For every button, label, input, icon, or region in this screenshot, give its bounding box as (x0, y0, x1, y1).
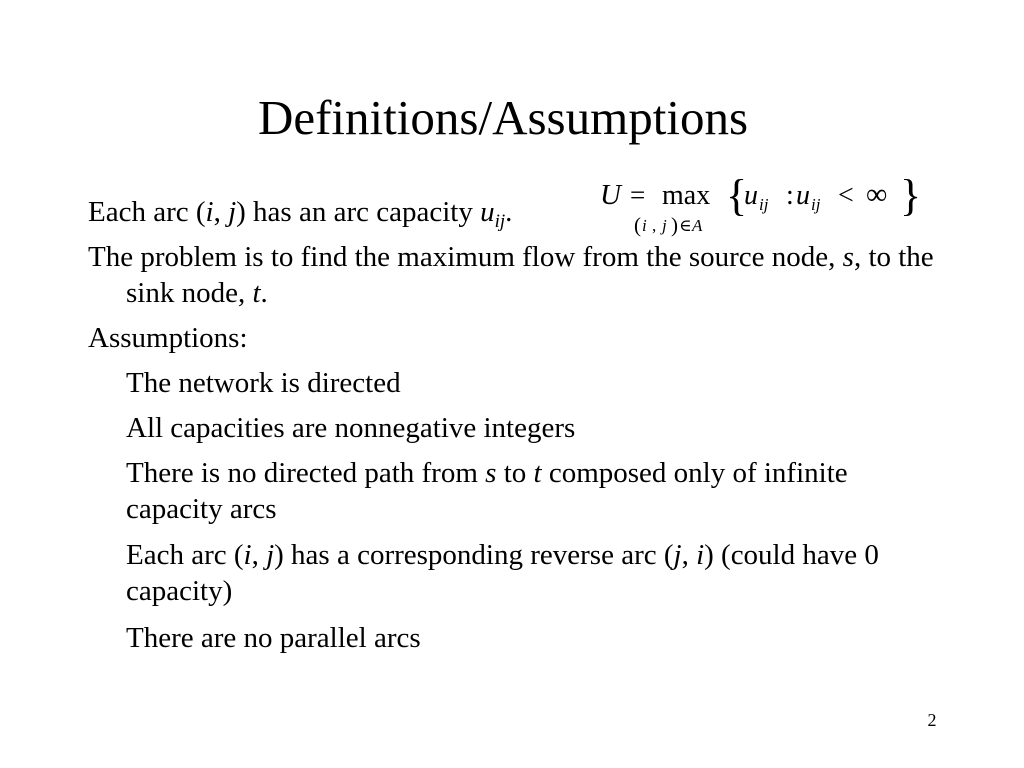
max-capacity-formula (596, 171, 926, 246)
formula-sub-A: A (692, 216, 703, 235)
formula-sub-j: j (662, 216, 667, 235)
formula-colon: : (786, 180, 794, 211)
assumption-reverse-arc (126, 537, 926, 609)
assumption-directed: The network is directed (126, 367, 401, 399)
var-t: t (533, 457, 542, 489)
text: ) has an arc capacity (236, 196, 481, 228)
var-j: j (228, 196, 237, 228)
var-u: u (480, 196, 495, 228)
problem-statement (88, 239, 976, 311)
formula-infinity: ∞ (866, 178, 888, 211)
var-i: i (696, 539, 705, 571)
text: , (681, 539, 697, 571)
text: composed only of infinite capacity arcs (126, 457, 848, 525)
var-j: j (673, 539, 682, 571)
formula-sub-i: i (642, 216, 647, 235)
formula-less-than: < (838, 180, 854, 211)
formula-u2-sub: ij (811, 195, 821, 214)
var-t: t (252, 277, 261, 309)
formula-rparen: ) (671, 213, 678, 237)
assumption-no-infinite-path (126, 455, 926, 527)
formula-U: U (600, 179, 621, 211)
formula-lparen: ( (634, 213, 641, 237)
formula-u1-sub: ij (759, 195, 769, 214)
formula-sub-in: ∈ (679, 216, 692, 235)
var-i: i (205, 196, 214, 228)
var-s: s (842, 241, 854, 273)
text: ) has a corresponding reverse arc ( (274, 539, 674, 571)
assumptions-heading: Assumptions: (88, 322, 248, 354)
formula-u1: u (744, 180, 758, 211)
formula-u2: u (796, 180, 810, 211)
assumption-nonnegative: All capacities are nonnegative integers (126, 412, 576, 444)
assumption-no-parallel-arcs: There are no parallel arcs (126, 622, 421, 654)
text: . (260, 277, 268, 309)
text: Each arc ( (88, 196, 206, 228)
formula-lbrace: { (726, 171, 748, 220)
formula-equals: = (630, 180, 646, 210)
formula-rbrace: } (900, 171, 922, 220)
text: There is no directed path from (126, 457, 486, 489)
text: , (213, 196, 229, 228)
text: , to the sink node, (126, 241, 934, 309)
subscript-ij: ij (494, 211, 506, 232)
text: Each arc ( (126, 539, 244, 571)
slide-title: Definitions/Assumptions (257, 90, 749, 145)
var-i: i (243, 539, 252, 571)
var-s: s (485, 457, 497, 489)
formula-sub-comma: , (652, 216, 657, 235)
page-number: 2 (927, 710, 937, 730)
text: to (496, 457, 534, 489)
text: ) (could have 0 capacity) (126, 539, 879, 607)
text: , (251, 539, 267, 571)
formula-max: max (662, 180, 711, 211)
text: . (505, 196, 513, 228)
text: The problem is to find the maximum flow from the source node, (88, 241, 843, 273)
var-j: j (266, 539, 275, 571)
